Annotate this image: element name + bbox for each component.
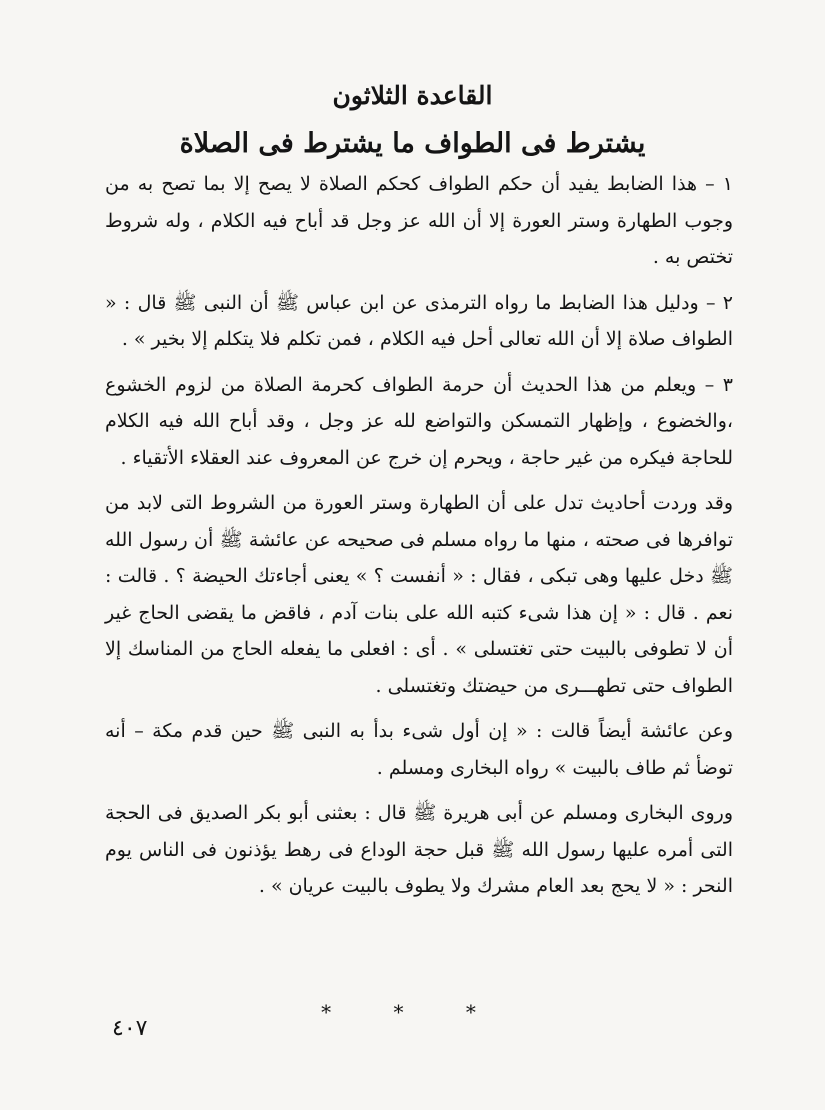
chapter-subtitle: يشترط فى الطواف ما يشترط فى الصلاة <box>179 128 646 159</box>
section-separator: * * * <box>321 1000 504 1024</box>
paragraph-1: ١ – هذا الضابط يفيد أن حكم الطواف كحكم الصلاة لا يصح إلا بما تصح به من وجوب الطهارة وستر العورة إلا أن الله عز وجل قد أباح فيه الكلام ، وله شروط تختص به . <box>105 173 733 268</box>
paragraph-6: وروى البخارى ومسلم عن أبى هريرة ﷺ قال : بعثنى أبو بكر الصديق فى الحجة التى أمره عليها رسول الله ﷺ قبل حجة الوداع فى رهط يؤذنون فى الناس يوم النحر : « لا يحج بعد العام مشرك ولا يطوف بالبيت عريان » . <box>105 802 733 897</box>
body-text <box>105 166 733 905</box>
paragraph-2: ٢ – ودليل هذا الضابط ما رواه الترمذى عن ابن عباس ﷺ أن النبى ﷺ قال : « الطواف صلاة إلا أن الله تعالى أحل فيه الكلام ، فمن تكلم فلا يتكلم إلا بخير » . <box>105 291 733 350</box>
chapter-title: القاعدة الثلاثون <box>332 81 493 110</box>
page-number: ٤٠٧ <box>112 1016 148 1041</box>
paragraph-4: وقد وردت أحاديث تدل على أن الطهارة وستر العورة من الشروط التى لابد من توافرها فى صحته ، منها ما رواه مسلم فى صحيحه عن عائشة ﷺ أن رسول الله ﷺ دخل عليها وهى تبكى ، فقال : « أنفست ؟ » يعنى أجاءتك الحيضة ؟ . قالت : نعم . قال : « إن هذا شىء كتبه الله على بنات آدم ، فاقض ما يقضى الحاج غير أن لا تطوفى بالبيت حتى تغتسلى » . أى : افعلى ما يفعله الحاج من المناسك إلا الطواف حتى تطهـــرى من حيضتك وتغتسلى . <box>105 492 733 697</box>
paragraph-5: وعن عائشة أيضاً قالت : « إن أول شىء بدأ به النبى ﷺ حين قدم مكة – أنه توضأ ثم طاف بالبيت » رواه البخارى ومسلم . <box>105 720 733 779</box>
paragraph-3: ٣ – ويعلم من هذا الحديث أن حرمة الطواف كحرمة الصلاة من لزوم الخشوع ،والخضوع ، وإظهار التمسكن والتواضع لله عز وجل ، وقد أباح الله فيه الكلام للحاجة فيكره من غير حاجة ، ويحرم إن خرج عن المعروف عند العقلاء الأتقياء . <box>105 373 733 469</box>
